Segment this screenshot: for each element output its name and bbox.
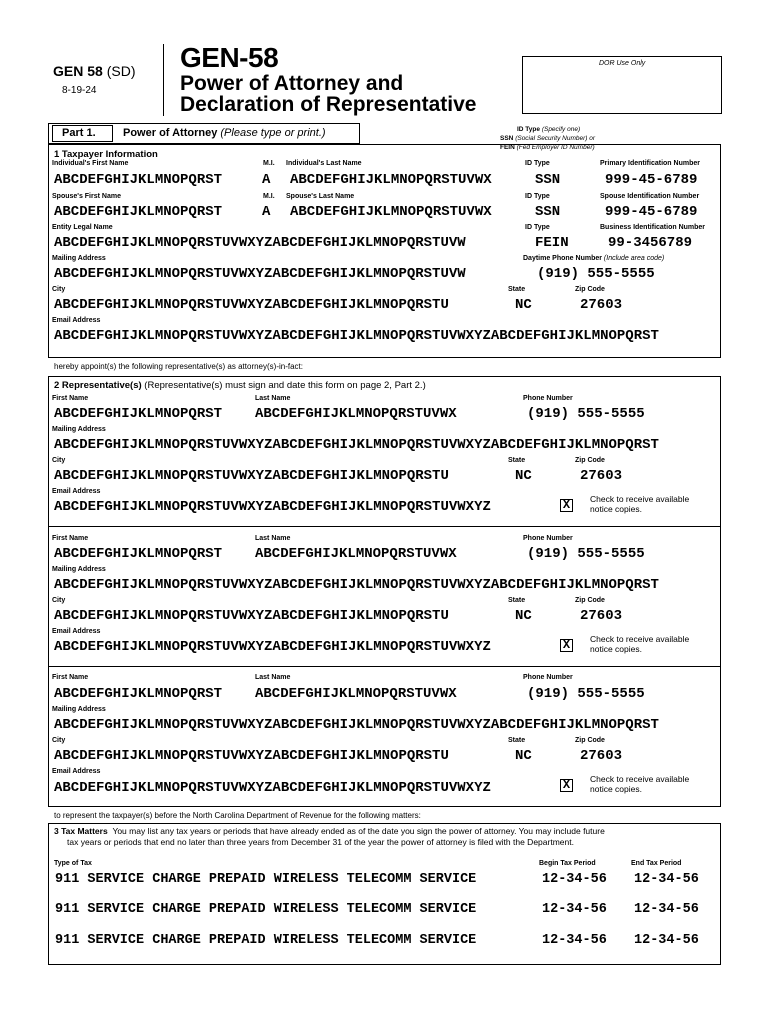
begin-period-field-3[interactable]: 12-34-56	[542, 933, 607, 948]
taxpayer-section-title: 1 Taxpayer Information	[54, 149, 158, 160]
rep2-last-label: Last Name	[255, 535, 291, 542]
rep3-notice-checkbox[interactable]: X	[560, 779, 573, 792]
represent-text: to represent the taxpayer(s) before the North Carolina Department of Revenue for the following matters:	[54, 811, 421, 820]
header-divider	[163, 44, 164, 116]
rep3-city-label: City	[52, 737, 66, 744]
rep1-last-label: Last Name	[255, 395, 291, 402]
form-title-line1: Power of Attorney and	[180, 72, 404, 95]
part1-title: Power of Attorney (Please type or print.)	[123, 127, 326, 139]
id-type-legend: ID Type (Specify one) SSN (Social Security Number) or FEIN (Fed Employer ID Number)	[500, 126, 596, 151]
mi-label: M.I.	[263, 160, 275, 167]
spouse-mi-field[interactable]: A	[262, 204, 271, 220]
spouse-id-type-field[interactable]: SSN	[535, 204, 561, 220]
rep1-notice-label: Check to receive available notice copies.	[590, 494, 690, 514]
rep1-zip-label: Zip Code	[575, 457, 605, 464]
rep2-city-label: City	[52, 597, 66, 604]
rep2-city-field[interactable]: ABCDEFGHIJKLMNOPQRSTUVWXYZABCDEFGHIJKLMNOPQRSTU	[54, 608, 449, 624]
rep1-first-field[interactable]: ABCDEFGHIJKLMNOPQRST	[54, 406, 223, 422]
rep3-last-label: Last Name	[255, 674, 291, 681]
type-of-tax-label: Type of Tax	[54, 860, 92, 867]
part1-label: Part 1.	[62, 127, 96, 139]
rep1-notice-checkbox[interactable]: X	[560, 499, 573, 512]
rep2-zip-label: Zip Code	[575, 597, 605, 604]
rep1-phone-field[interactable]: (919) 555-5555	[527, 406, 645, 422]
form-title-line2: Declaration of Representative	[180, 93, 477, 116]
begin-period-field-2[interactable]: 12-34-56	[542, 902, 607, 917]
rep1-phone-label: Phone Number	[523, 395, 573, 402]
form-revision: 8-19-24	[62, 85, 97, 96]
spouse-last-label: Spouse's Last Name	[286, 193, 355, 200]
rep3-state-label: State	[508, 737, 526, 744]
rep3-notice-label: Check to receive available notice copies.	[590, 774, 690, 794]
rep3-email-field[interactable]: ABCDEFGHIJKLMNOPQRSTUVWXYZABCDEFGHIJKLMNOPQRSTUVWXYZ	[54, 780, 491, 796]
rep2-email-field[interactable]: ABCDEFGHIJKLMNOPQRSTUVWXYZABCDEFGHIJKLMNOPQRSTUVWXYZ	[54, 639, 491, 655]
rep2-phone-field[interactable]: (919) 555-5555	[527, 546, 645, 562]
rep3-state-field[interactable]: NC	[515, 748, 532, 764]
rep1-state-label: State	[508, 457, 526, 464]
mailing-field[interactable]: ABCDEFGHIJKLMNOPQRSTUVWXYZABCDEFGHIJKLMNOPQRSTUVW	[54, 266, 466, 282]
appoint-text: hereby appoint(s) the following representative(s) as attorney(s)-in-fact:	[54, 362, 303, 371]
state-field[interactable]: NC	[515, 297, 532, 313]
end-period-field-2[interactable]: 12-34-56	[634, 902, 699, 917]
rep1-first-label: First Name	[52, 395, 89, 402]
tax-type-field-2[interactable]: 911 SERVICE CHARGE PREPAID WIRELESS TELECOMM SERVICE	[55, 902, 477, 917]
end-period-field-3[interactable]: 12-34-56	[634, 933, 699, 948]
form-big-title: GEN-58	[180, 42, 279, 73]
primary-id-label: Primary Identification Number	[600, 160, 700, 167]
id-type-label: ID Type	[525, 160, 550, 167]
spouse-id-label: Spouse Identification Number	[600, 193, 700, 200]
rep2-last-field[interactable]: ABCDEFGHIJKLMNOPQRSTUVWX	[255, 546, 457, 562]
entity-label: Entity Legal Name	[52, 224, 113, 231]
zip-field[interactable]: 27603	[580, 297, 623, 313]
rep2-mailing-field[interactable]: ABCDEFGHIJKLMNOPQRSTUVWXYZABCDEFGHIJKLMNOPQRSTUVWXYZABCDEFGHIJKLMNOPQRST	[54, 577, 659, 593]
city-label: City	[52, 286, 66, 293]
section2-title: 2 Representative(s) (Representative(s) must sign and date this form on page 2, Part 2.)	[54, 380, 426, 391]
primary-id-field[interactable]: 999-45-6789	[605, 172, 698, 188]
rep1-zip-field[interactable]: 27603	[580, 468, 623, 484]
email-field[interactable]: ABCDEFGHIJKLMNOPQRSTUVWXYZABCDEFGHIJKLMNOPQRSTUVWXYZABCDEFGHIJKLMNOPQRST	[54, 328, 659, 344]
rep3-phone-label: Phone Number	[523, 674, 573, 681]
rep3-first-field[interactable]: ABCDEFGHIJKLMNOPQRST	[54, 686, 223, 702]
rep-divider-1	[48, 526, 721, 527]
rep2-notice-checkbox[interactable]: X	[560, 639, 573, 652]
tax-type-field-1[interactable]: 911 SERVICE CHARGE PREPAID WIRELESS TELECOMM SERVICE	[55, 872, 477, 887]
begin-period-label: Begin Tax Period	[539, 860, 596, 867]
rep2-email-label: Email Address	[52, 628, 101, 635]
entity-id-type-label: ID Type	[525, 224, 550, 231]
rep2-phone-label: Phone Number	[523, 535, 573, 542]
spouse-id-type-label: ID Type	[525, 193, 550, 200]
dor-use-label: DOR Use Only	[599, 60, 646, 67]
spouse-first-label: Spouse's First Name	[52, 193, 121, 200]
begin-period-field-1[interactable]: 12-34-56	[542, 872, 607, 887]
rep2-state-label: State	[508, 597, 526, 604]
first-name-label: Individual's First Name	[52, 160, 129, 167]
rep-divider-2	[48, 666, 721, 667]
spouse-mi-label: M.I.	[263, 193, 275, 200]
first-name-field[interactable]: ABCDEFGHIJKLMNOPQRST	[54, 172, 223, 188]
rep1-city-field[interactable]: ABCDEFGHIJKLMNOPQRSTUVWXYZABCDEFGHIJKLMNOPQRSTU	[54, 468, 449, 484]
form-code: GEN 58 (SD)	[53, 63, 136, 79]
business-id-label: Business Identification Number	[600, 224, 706, 231]
rep1-email-field[interactable]: ABCDEFGHIJKLMNOPQRSTUVWXYZABCDEFGHIJKLMNOPQRSTUVWXYZ	[54, 499, 491, 515]
rep3-last-field[interactable]: ABCDEFGHIJKLMNOPQRSTUVWX	[255, 686, 457, 702]
rep3-email-label: Email Address	[52, 768, 101, 775]
rep1-email-label: Email Address	[52, 488, 101, 495]
phone-field[interactable]: (919) 555-5555	[537, 266, 655, 282]
rep1-city-label: City	[52, 457, 66, 464]
spouse-first-field[interactable]: ABCDEFGHIJKLMNOPQRST	[54, 204, 223, 220]
rep3-zip-label: Zip Code	[575, 737, 605, 744]
rep3-phone-field[interactable]: (919) 555-5555	[527, 686, 645, 702]
rep1-mailing-label: Mailing Address	[52, 426, 106, 433]
rep2-zip-field[interactable]: 27603	[580, 608, 623, 624]
entity-field[interactable]: ABCDEFGHIJKLMNOPQRSTUVWXYZABCDEFGHIJKLMNOPQRSTUVW	[54, 235, 466, 251]
id-type-field[interactable]: SSN	[535, 172, 561, 188]
last-name-label: Individual's Last Name	[286, 160, 362, 167]
rep2-state-field[interactable]: NC	[515, 608, 532, 624]
rep2-notice-label: Check to receive available notice copies.	[590, 634, 690, 654]
zip-label: Zip Code	[575, 286, 605, 293]
rep3-first-label: First Name	[52, 674, 89, 681]
rep2-first-field[interactable]: ABCDEFGHIJKLMNOPQRST	[54, 546, 223, 562]
rep2-first-label: First Name	[52, 535, 89, 542]
tax-type-field-3[interactable]: 911 SERVICE CHARGE PREPAID WIRELESS TELECOMM SERVICE	[55, 933, 477, 948]
email-label: Email Address	[52, 317, 101, 324]
spouse-last-field[interactable]: ABCDEFGHIJKLMNOPQRSTUVWX	[290, 204, 492, 220]
city-field[interactable]: ABCDEFGHIJKLMNOPQRSTUVWXYZABCDEFGHIJKLMNOPQRSTU	[54, 297, 449, 313]
last-name-field[interactable]: ABCDEFGHIJKLMNOPQRSTUVWX	[290, 172, 492, 188]
rep1-state-field[interactable]: NC	[515, 468, 532, 484]
rep2-mailing-label: Mailing Address	[52, 566, 106, 573]
phone-label: Daytime Phone Number (Include area code)	[523, 255, 665, 262]
rep1-last-field[interactable]: ABCDEFGHIJKLMNOPQRSTUVWX	[255, 406, 457, 422]
end-period-label: End Tax Period	[631, 860, 682, 867]
mailing-label: Mailing Address	[52, 255, 106, 262]
business-id-field[interactable]: 99-3456789	[608, 235, 693, 251]
rep3-city-field[interactable]: ABCDEFGHIJKLMNOPQRSTUVWXYZABCDEFGHIJKLMNOPQRSTU	[54, 748, 449, 764]
spouse-id-field[interactable]: 999-45-6789	[605, 204, 698, 220]
dor-use-box	[522, 56, 722, 114]
rep3-zip-field[interactable]: 27603	[580, 748, 623, 764]
entity-id-type-field[interactable]: FEIN	[535, 235, 569, 251]
mi-field[interactable]: A	[262, 172, 271, 188]
rep3-mailing-field[interactable]: ABCDEFGHIJKLMNOPQRSTUVWXYZABCDEFGHIJKLMNOPQRSTUVWXYZABCDEFGHIJKLMNOPQRST	[54, 717, 659, 733]
state-label: State	[508, 286, 526, 293]
section3-title: 3 Tax Matters You may list any tax years or periods that have already ended as of the date you sign the power of attorney. You may include future tax years or periods that end no later than three years from December 31 of the year the power of attorney is filed with the Department.	[54, 826, 605, 847]
end-period-field-1[interactable]: 12-34-56	[634, 872, 699, 887]
rep1-mailing-field[interactable]: ABCDEFGHIJKLMNOPQRSTUVWXYZABCDEFGHIJKLMNOPQRSTUVWXYZABCDEFGHIJKLMNOPQRST	[54, 437, 659, 453]
rep3-mailing-label: Mailing Address	[52, 706, 106, 713]
